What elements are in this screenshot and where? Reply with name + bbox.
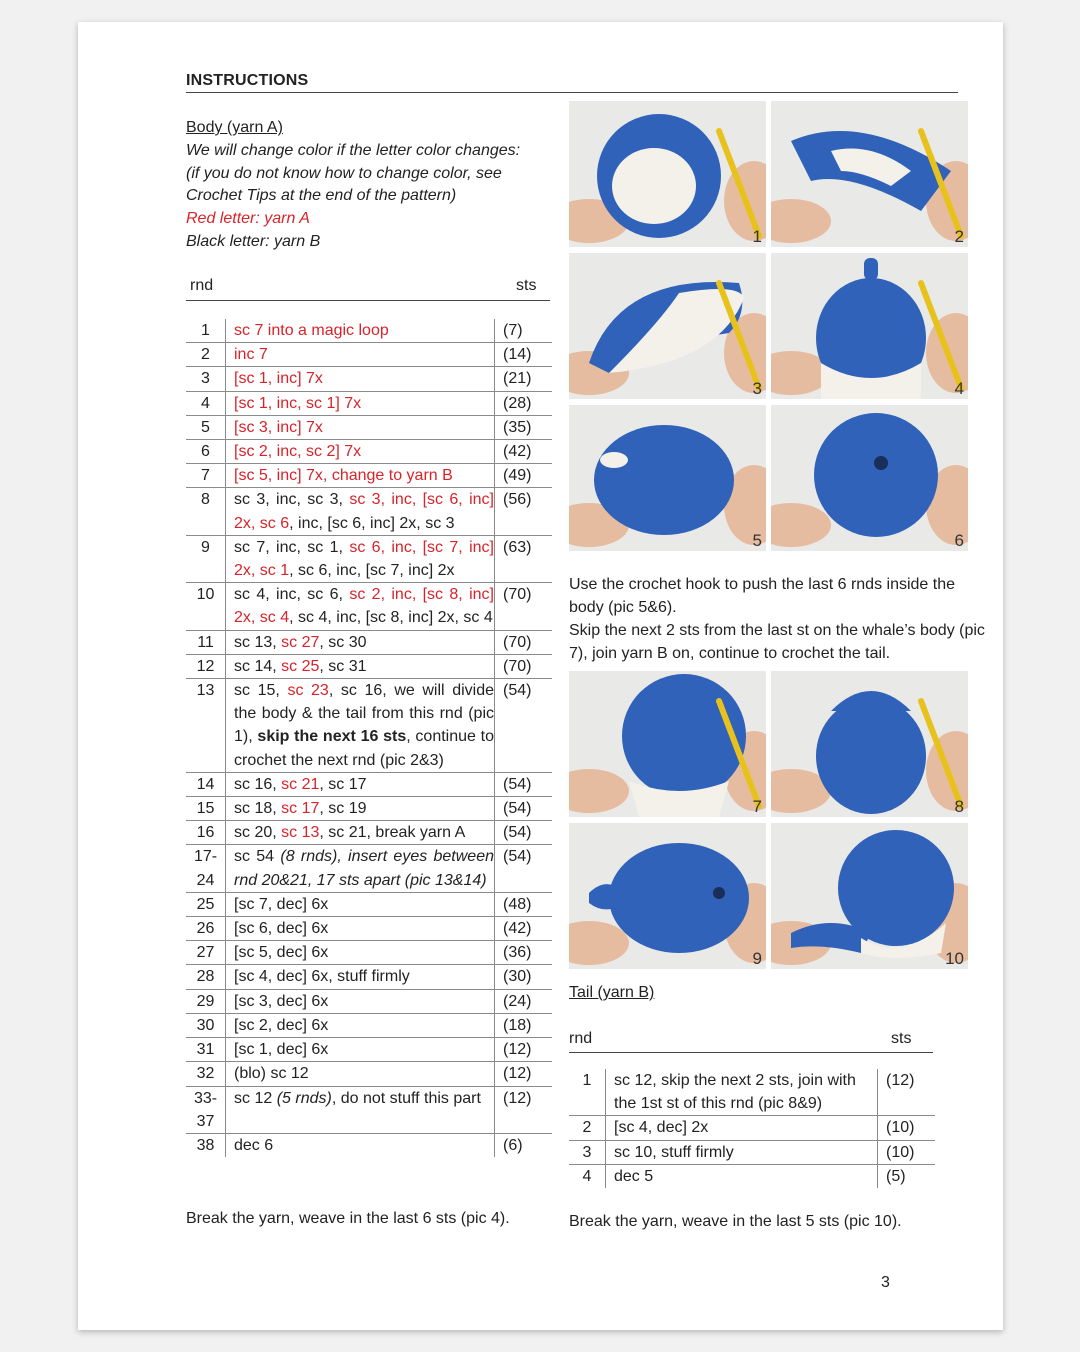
stitch-count: (36) [495, 941, 553, 965]
round-instruction [226, 989, 495, 1013]
stitch-count: (30) [495, 965, 553, 989]
round-number: 31 [186, 1038, 226, 1062]
round-number: 7 [186, 464, 226, 488]
stitch-count: (18) [495, 1013, 553, 1037]
black-letter-note: Black letter: yarn B [186, 232, 321, 250]
instruction-part: , do not stuff this part [331, 1089, 481, 1107]
stitch-count: (12) [495, 1086, 553, 1133]
round-number: 13 [186, 679, 226, 773]
round-instruction [226, 630, 495, 654]
whale-photo-image [771, 101, 968, 247]
instruction-part: (blo) sc 12 [234, 1065, 309, 1083]
instruction-part: sc 23 [287, 682, 329, 700]
stitch-count: (54) [495, 821, 553, 845]
round-number: 3 [186, 367, 226, 391]
instruction-part: sc 15, [234, 682, 288, 700]
table-row [186, 583, 552, 630]
page-number: 3 [881, 1274, 890, 1291]
round-instruction [226, 367, 495, 391]
round-instruction [226, 440, 495, 464]
table-row [186, 464, 552, 488]
round-number: 17- 24 [186, 845, 226, 892]
round-instruction [226, 821, 495, 845]
round-instruction [226, 319, 495, 343]
round-instruction: sc 12, skip the next 2 sts, join with the 1st st of this rnd (pic 8&9) [606, 1069, 878, 1116]
tail-title: Tail (yarn B) [569, 984, 655, 1001]
step-photo [771, 101, 968, 247]
instruction-part: [sc 7, dec] 6x [234, 895, 329, 913]
round-instruction [226, 1062, 495, 1086]
heading-rule [186, 92, 958, 93]
photo-number: 8 [954, 797, 964, 816]
table-row [186, 917, 552, 941]
whale-photo-image [771, 823, 968, 969]
instruction-part: sc 3, inc, sc 3, [234, 491, 350, 509]
table-row [186, 488, 552, 535]
step-photo [569, 405, 766, 551]
round-number: 1 [186, 319, 226, 343]
round-instruction [226, 415, 495, 439]
instruction-part: sc 25 [281, 657, 320, 675]
stitch-count: (56) [495, 488, 553, 535]
stitch-count: (42) [495, 917, 553, 941]
photo-number: 10 [945, 949, 964, 968]
table-row [186, 535, 552, 582]
instruction-part: , sc 4, inc, [sc 8, inc] 2x, sc 4 [289, 609, 493, 627]
table-row [186, 343, 552, 367]
instruction-part: sc 3, inc, [sc 6, inc] 2x, sc 6 [234, 491, 495, 532]
round-number: 11 [186, 630, 226, 654]
push-note: Use the crochet hook to push the last 6 rnds inside the body (pic 5&6). [569, 576, 956, 616]
round-number: 32 [186, 1062, 226, 1086]
round-number: 4 [186, 391, 226, 415]
stitch-count: (12) [495, 1062, 553, 1086]
stitch-count: (54) [495, 845, 553, 892]
instruction-part: , inc, [sc 6, inc] 2x, sc 3 [289, 514, 455, 532]
step-photo [771, 671, 968, 817]
instruction-part: [sc 5, dec] 6x [234, 944, 329, 962]
whale-photo-image [569, 823, 766, 969]
body-col-rnd: rnd [190, 277, 214, 294]
round-instruction: sc 10, stuff firmly [606, 1140, 878, 1164]
round-number: 28 [186, 965, 226, 989]
body-header-rule [186, 300, 550, 301]
step-photo [771, 253, 968, 399]
stitch-count: (42) [495, 440, 553, 464]
step-photo [569, 101, 766, 247]
stitch-count: (10) [878, 1116, 936, 1140]
round-number: 6 [186, 440, 226, 464]
stitch-count: (48) [495, 892, 553, 916]
instruction-part: sc 18, [234, 800, 282, 818]
table-row [186, 821, 552, 845]
tail-round-table [569, 1069, 935, 1188]
round-instruction: [sc 4, dec] 2x [606, 1116, 878, 1140]
round-instruction [226, 583, 495, 630]
body-col-sts: sts [516, 277, 537, 294]
stitch-count: (7) [495, 319, 553, 343]
round-instruction [226, 679, 495, 773]
red-letter-note: Red letter: yarn A [186, 210, 310, 228]
pattern-page [78, 22, 1003, 1330]
round-instruction [226, 1013, 495, 1037]
table-row [186, 1038, 552, 1062]
table-row [186, 1013, 552, 1037]
instruction-part: [sc 5, inc] 7x, change to yarn B [234, 467, 453, 485]
instruction-part: , continue to crochet the next rnd (pic 2&3) [234, 728, 494, 769]
instruction-part: , sc 19 [319, 800, 367, 818]
photo-number: 6 [954, 531, 964, 550]
round-number: 33- 37 [186, 1086, 226, 1133]
step-photo [771, 405, 968, 551]
round-instruction [226, 343, 495, 367]
step-photo [569, 671, 766, 817]
instruction-part: sc 17 [281, 800, 320, 818]
round-number: 27 [186, 941, 226, 965]
instruction-part: [sc 1, inc, sc 1] 7x [234, 394, 362, 412]
instruction-part: sc 54 [234, 848, 281, 866]
whale-photo-image [569, 671, 766, 817]
instruction-part: sc 13 [281, 824, 320, 842]
body-round-table [186, 319, 552, 1157]
tail-footer: Break the yarn, weave in the last 5 sts (pic 10). [569, 1213, 902, 1230]
stitch-count: (28) [495, 391, 553, 415]
round-instruction [226, 488, 495, 535]
stitch-count: (63) [495, 535, 553, 582]
table-row [186, 892, 552, 916]
table-row [186, 1086, 552, 1133]
table-row [186, 440, 552, 464]
stitch-count: (12) [878, 1069, 936, 1116]
instruction-part: [sc 1, dec] 6x [234, 1041, 329, 1059]
table-row [186, 797, 552, 821]
table-row [186, 319, 552, 343]
round-number: 1 [569, 1069, 606, 1116]
round-number: 10 [186, 583, 226, 630]
step-photo [771, 823, 968, 969]
round-number: 9 [186, 535, 226, 582]
round-instruction [226, 917, 495, 941]
instruction-part: sc 27 [281, 633, 320, 651]
instruction-part: sc 13, [234, 633, 282, 651]
tail-col-sts: sts [891, 1030, 912, 1047]
stitch-count: (5) [886, 1167, 906, 1185]
stitch-count: (14) [495, 343, 553, 367]
round-number: 16 [186, 821, 226, 845]
instruction-part: , sc 16, we will divide the body & the tail from this rnd (pic 1), [234, 682, 494, 746]
table-row [186, 1062, 552, 1086]
photo-number: 9 [752, 949, 762, 968]
whale-photo-image [771, 671, 968, 817]
tail-header-rule [569, 1052, 933, 1053]
stitch-count: (21) [495, 367, 553, 391]
instruction-part: , sc 31 [319, 657, 367, 675]
round-number: 2 [569, 1116, 606, 1140]
whale-photo-image [771, 253, 968, 399]
instruction-part: sc 21 [281, 775, 320, 793]
tail-instructions [569, 573, 989, 665]
instruction-part: [sc 4, dec] 6x, stuff firmly [234, 968, 410, 986]
skip-note: Skip the next 2 sts from the last st on the whale’s body (pic 7), join yarn B on, continue to crochet the tail. [569, 622, 985, 662]
round-instruction [226, 654, 495, 678]
instruction-part: , sc 17 [319, 775, 367, 793]
table-row [186, 965, 552, 989]
stitch-count: (54) [495, 772, 553, 796]
stitch-count: (35) [495, 415, 553, 439]
instruction-part: sc 6, inc, [sc 7, inc] 2x, sc 1 [234, 538, 495, 580]
instruction-part: sc 14, [234, 657, 282, 675]
instruction-part: [sc 6, dec] 6x [234, 920, 329, 938]
intro-line-3: Crochet Tips at the end of the pattern) [186, 187, 457, 205]
tail-col-rnd: rnd [569, 1030, 593, 1047]
photo-number: 5 [752, 531, 762, 550]
instruction-part: [sc 2, dec] 6x [234, 1016, 329, 1034]
table-row [569, 1140, 935, 1164]
round-number: 38 [186, 1133, 226, 1157]
table-row [186, 415, 552, 439]
section-heading: INSTRUCTIONS [186, 72, 309, 89]
table-row [186, 941, 552, 965]
round-instruction [226, 845, 495, 892]
instruction-part: sc 12 [234, 1089, 277, 1107]
stitch-count: (70) [495, 654, 553, 678]
instruction-part: , sc 21, break yarn A [319, 824, 466, 842]
instruction-part: sc 2, inc, [sc 8, inc] 2x, sc 4 [234, 586, 495, 627]
round-number: 2 [186, 343, 226, 367]
table-row [186, 772, 552, 796]
whale-photo-image [569, 101, 766, 247]
body-title: Body (yarn A) [186, 119, 283, 136]
round-instruction [226, 892, 495, 916]
table-row [186, 630, 552, 654]
round-number: 14 [186, 772, 226, 796]
photo-number: 1 [752, 227, 762, 246]
round-number: 8 [186, 488, 226, 535]
round-instruction [226, 1038, 495, 1062]
round-number: 25 [186, 892, 226, 916]
stitch-count: (54) [495, 679, 553, 773]
stitch-count: (24) [495, 989, 553, 1013]
instruction-part: skip the next 16 sts [257, 728, 407, 746]
whale-photo-image [771, 405, 968, 551]
step-photo [569, 823, 766, 969]
round-number: 3 [569, 1140, 606, 1164]
table-row [186, 845, 552, 892]
photo-number: 2 [954, 227, 964, 246]
instruction-part: sc 7, inc, sc 1, [234, 538, 350, 556]
instruction-part: sc 20, [234, 824, 282, 842]
instruction-part: dec 6 [234, 1136, 274, 1154]
instruction-part: [sc 1, inc] 7x [234, 370, 323, 388]
table-row [569, 1164, 935, 1188]
table-row [186, 989, 552, 1013]
instruction-part: sc 4, inc, sc 6, [234, 586, 350, 604]
table-row [186, 391, 552, 415]
table-row [569, 1069, 935, 1116]
round-instruction [226, 391, 495, 415]
body-footer: Break the yarn, weave in the last 6 sts (pic 4). [186, 1210, 510, 1227]
instruction-part: [sc 3, dec] 6x [234, 992, 329, 1010]
table-row [569, 1116, 935, 1140]
instruction-part: [sc 2, inc, sc 2] 7x [234, 443, 362, 461]
stitch-count: (10) [878, 1140, 936, 1164]
stitch-count: (49) [495, 464, 553, 488]
round-instruction [226, 535, 495, 582]
table-row [186, 367, 552, 391]
round-instruction [226, 1086, 495, 1133]
table-row [186, 654, 552, 678]
stitch-count: (70) [495, 630, 553, 654]
round-instruction [226, 965, 495, 989]
round-number: 12 [186, 654, 226, 678]
stitch-count: (54) [495, 797, 553, 821]
round-number: 26 [186, 917, 226, 941]
photo-number: 3 [752, 379, 762, 398]
table-row [186, 679, 552, 773]
instruction-part: [sc 3, inc] 7x [234, 418, 323, 436]
stitch-count: (12) [495, 1038, 553, 1062]
round-number: 4 [569, 1164, 606, 1188]
round-instruction [226, 797, 495, 821]
intro-line-1: We will change color if the letter color changes: [186, 141, 521, 159]
stitch-count: (6) [503, 1136, 523, 1154]
whale-photo-image [569, 253, 766, 399]
instruction-part: (5 rnds) [276, 1089, 332, 1107]
step-photo [569, 253, 766, 399]
instruction-part: (8 rnds), insert eyes between rnd 20&21, 17 sts apart (pic 13&14) [234, 848, 495, 889]
round-number: 30 [186, 1013, 226, 1037]
round-instruction: dec 5 [606, 1164, 878, 1188]
instruction-part: sc 7 into a magic loop [234, 322, 389, 339]
photo-number: 4 [954, 379, 964, 398]
round-instruction [226, 772, 495, 796]
round-number: 29 [186, 989, 226, 1013]
round-number: 15 [186, 797, 226, 821]
instruction-part: inc 7 [234, 346, 268, 364]
round-number: 5 [186, 415, 226, 439]
round-instruction [226, 941, 495, 965]
photo-number: 7 [752, 797, 762, 816]
round-instruction [226, 464, 495, 488]
intro-line-2: (if you do not know how to change color, see [186, 164, 502, 182]
stitch-count: (70) [495, 583, 553, 630]
instruction-part: , sc 30 [319, 633, 367, 651]
whale-photo-image [569, 405, 766, 551]
body-intro [186, 117, 556, 254]
instruction-part: sc 16, [234, 775, 282, 793]
table-row [186, 1133, 552, 1157]
instruction-part: , sc 6, inc, [sc 7, inc] 2x [289, 562, 455, 580]
round-instruction [226, 1133, 495, 1157]
